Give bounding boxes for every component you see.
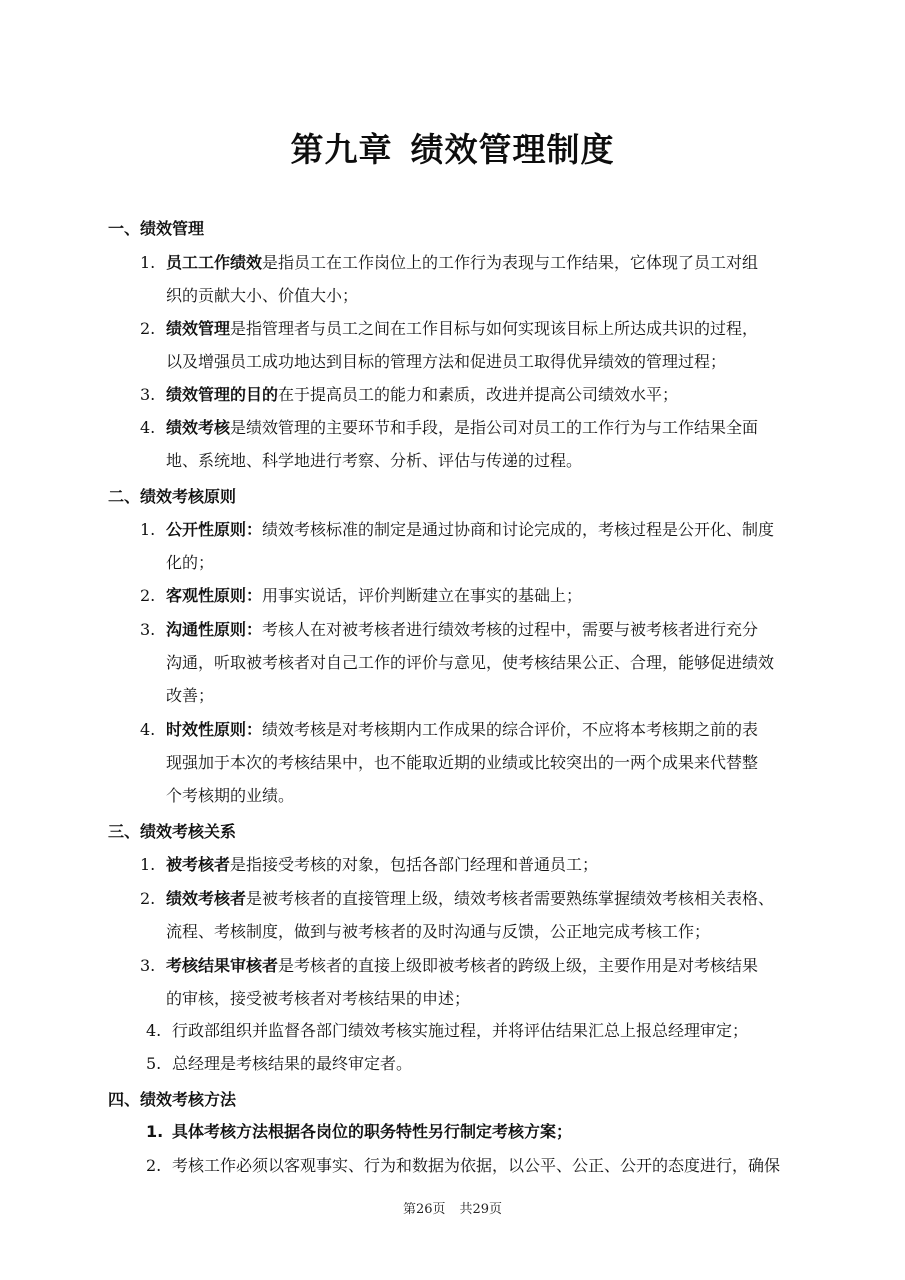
item-keyword: 绩效考核者 [166,889,247,908]
item-text: 是指管理者与员工之间在工作目标与如何实现该目标上所达成共识的过程， [230,319,759,338]
item-text: 现强加于本次的考核结果中，也不能取近期的业绩或比较突出的一两个成果来代替整 [166,753,759,772]
list-item [140,1047,856,1080]
chapter-title [0,124,905,171]
item-text: 具体考核方法根据各岗位的职务特性另行制定考核方案； [172,1122,573,1141]
item-text: 考核人在对被考核者进行绩效考核的过程中，需要与被考核者进行充分 [262,620,759,639]
item-keyword: 时效性原则： [166,720,263,739]
item-number: 2. [140,586,156,605]
item-text: 用事实说话，评价判断建立在事实的基础上； [262,586,583,605]
item-text: 总经理是考核结果的最终审定者。 [172,1054,413,1073]
item-keyword: 公开性原则： [166,520,263,539]
item-keyword: 考核结果审核者 [166,956,279,975]
list-item [140,246,856,312]
item-text: 织的贡献大小、价值大小； [166,286,359,305]
list-item [140,1149,856,1182]
item-text: 化的； [166,553,215,572]
list-item [140,1115,856,1148]
item-number: 4. [140,720,156,739]
list-item [140,613,856,712]
list-item [140,1014,856,1047]
item-number: 1. [140,253,156,272]
list-item [140,579,856,612]
item-number: 2. [140,889,156,908]
item-text: 是考核者的直接上级即被考核者的跨级上级，主要作用是对考核结果 [278,956,759,975]
chapter-number: 第九章 [290,130,393,169]
item-number: 2. [146,1156,162,1175]
item-text: 是被考核者的直接管理上级，绩效考核者需要熟练掌握绩效考核相关表格、 [246,889,775,908]
list-item [140,513,856,579]
item-text: 的审核，接受被考核者对考核结果的申述； [166,989,471,1008]
item-keyword: 客观性原则： [166,586,263,605]
page-total: 共29页 [459,1202,503,1217]
item-text: 沟通，听取被考核者对自己工作的评价与意见，使考核结果公正、合理，能够促进绩效 [166,653,775,672]
item-text: 是指接受考核的对象，包括各部门经理和普通员工； [230,855,599,874]
list-item [140,949,856,1015]
section-heading: 四、绩效考核方法 [108,1090,237,1109]
item-number: 1. [146,1122,164,1141]
page-footer [0,1198,905,1217]
list-item [140,312,856,378]
page-number: 第26页 [402,1202,446,1217]
item-text: 考核工作必须以客观事实、行为和数据为依据，以公平、公正、公开的态度进行，确保 [172,1156,781,1175]
list-item [140,713,856,812]
item-text: 改善； [166,686,215,705]
item-text: 以及增强员工成功地达到目标的管理方法和促进员工取得优异绩效的管理过程； [166,352,727,371]
section-heading: 二、绩效考核原则 [108,487,237,506]
item-number: 3. [140,956,156,975]
item-keyword: 被考核者 [166,855,231,874]
item-text: 绩效考核是对考核期内工作成果的综合评价，不应将本考核期之前的表 [262,720,759,739]
item-text: 流程、考核制度，做到与被考核者的及时沟通与反馈，公正地完成考核工作； [166,922,711,941]
item-keyword: 员工工作绩效 [166,253,263,272]
item-text: 绩效考核标准的制定是通过协商和讨论完成的，考核过程是公开化、制度 [262,520,775,539]
section-heading: 一、绩效管理 [108,219,205,238]
item-keyword: 绩效管理的目的 [166,385,279,404]
item-number: 4. [140,418,156,437]
item-keyword: 绩效管理 [166,319,231,338]
item-number: 3. [140,385,156,404]
item-text: 地、系统地、科学地进行考察、分析、评估与传递的过程。 [166,451,583,470]
item-number: 4. [146,1021,162,1040]
item-text: 个考核期的业绩。 [166,786,295,805]
list-item [140,411,856,477]
item-number: 1. [140,520,156,539]
item-text: 在于提高员工的能力和素质，改进并提高公司绩效水平； [278,385,679,404]
item-text: 是指员工在工作岗位上的工作行为表现与工作结果，它体现了员工对组 [262,253,759,272]
item-text: 行政部组织并监督各部门绩效考核实施过程，并将评估结果汇总上报总经理审定； [172,1021,749,1040]
item-text: 是绩效管理的主要环节和手段，是指公司对员工的工作行为与工作结果全面 [230,418,759,437]
item-keyword: 沟通性原则： [166,620,263,639]
list-item [140,882,856,948]
item-keyword: 绩效考核 [166,418,231,437]
section-heading: 三、绩效考核关系 [108,822,237,841]
list-item [140,378,856,411]
item-number: 5. [146,1054,162,1073]
item-number: 1. [140,855,156,874]
list-item [140,848,856,881]
chapter-name: 绩效管理制度 [410,130,615,169]
item-number: 3. [140,620,156,639]
item-number: 2. [140,319,156,338]
